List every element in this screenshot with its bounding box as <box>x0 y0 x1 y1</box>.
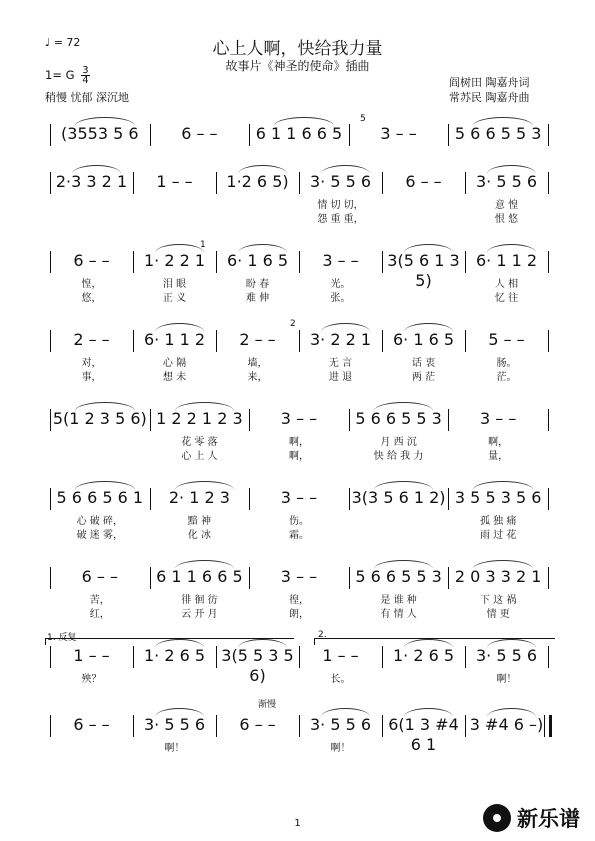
barline <box>465 172 466 194</box>
measure: 2·3 3 2 1 <box>55 172 128 191</box>
lyric-text <box>382 214 465 226</box>
music-credit: 常苏民 陶嘉舟曲 <box>449 91 530 104</box>
barline <box>349 409 350 431</box>
lyric-text <box>382 279 465 291</box>
measure: 3 5 5 3 5 6 <box>454 488 542 507</box>
barline <box>382 251 383 273</box>
measure: (3553 5 6 <box>61 124 139 143</box>
lyric-text: 张。 <box>330 293 351 304</box>
lyric-text <box>50 451 150 463</box>
measure: 3 – – <box>280 488 318 507</box>
lyric-text: 墙， <box>247 358 268 369</box>
barline <box>50 567 51 589</box>
lyric-text <box>465 743 548 755</box>
quarter-note-icon: ♩ <box>45 36 51 49</box>
slur <box>374 560 434 569</box>
lyric-text: 红， <box>89 609 110 620</box>
barline <box>216 715 217 737</box>
lyric-text: 徘 徊 彷 <box>181 595 218 606</box>
measure: 5 6 6 5 5 3 <box>355 409 442 428</box>
lyrics-row-2 <box>50 372 548 384</box>
volta-2-bracket <box>314 638 555 645</box>
lyrics-credit: 阎树田 陶嘉舟词 <box>449 76 530 89</box>
lyric-text: 惶， <box>81 279 102 290</box>
slur <box>175 402 235 411</box>
lyric-text: 正 义 <box>162 293 187 304</box>
lyric-text: 肠。 <box>496 358 517 369</box>
lyric-text: 来， <box>247 372 268 383</box>
measure: 5 6 6 5 6 1 <box>56 488 144 507</box>
slur <box>487 244 537 253</box>
barline <box>150 567 151 589</box>
lyric-text <box>50 200 133 212</box>
lyric-text: 徨， <box>288 595 309 606</box>
measure: 1· 2 6 5 <box>143 646 206 665</box>
measure: 1 – – <box>73 646 110 665</box>
lyric-text: 人 相 <box>494 279 519 290</box>
barline <box>448 567 449 589</box>
slur <box>155 323 205 332</box>
slur <box>238 165 288 174</box>
barline <box>465 646 466 668</box>
notes-row <box>50 567 548 587</box>
barline <box>448 409 449 431</box>
barline <box>465 715 466 737</box>
barline <box>299 715 300 737</box>
site-logo <box>483 803 580 833</box>
lyric-text: 啊！ <box>496 674 517 685</box>
slur <box>321 708 371 717</box>
lyric-text: 苦， <box>89 595 110 606</box>
lyric-text: 下 这 祸 <box>479 595 517 606</box>
time-signature: $\frac{3}{4}$ <box>82 65 89 86</box>
vinyl-disc-icon <box>483 804 511 832</box>
lyric-text <box>382 293 465 305</box>
slur <box>374 402 434 411</box>
measure: 3 – – <box>479 409 517 428</box>
barline <box>50 251 51 273</box>
lyric-text: 黯 神 <box>187 516 211 527</box>
page-subtitle: 故事片《神圣的使命》插曲 <box>225 59 370 73</box>
measure: 6 – – <box>181 124 218 143</box>
lyrics-row-2 <box>50 609 548 621</box>
slur <box>75 117 135 126</box>
lyrics-row-2 <box>50 214 548 226</box>
lyric-text: 光。 <box>330 279 351 290</box>
measure: 1 – – <box>156 172 193 191</box>
barline <box>216 330 217 352</box>
barline <box>216 172 217 194</box>
lyrics-row-1 <box>50 279 548 291</box>
lyric-text <box>382 743 465 755</box>
lyric-text <box>216 674 299 686</box>
measure: 6· 1 6 5 <box>226 251 289 270</box>
measure: 5 6 6 5 5 3 <box>454 124 542 143</box>
lyric-text: 花 零 落 <box>181 437 218 448</box>
barline <box>548 251 549 273</box>
page-number: 1 <box>294 818 301 829</box>
barline <box>299 172 300 194</box>
lyric-text <box>382 674 465 686</box>
measure: 1· 2 6 5 <box>392 646 455 665</box>
barline <box>299 251 300 273</box>
barline <box>50 172 51 194</box>
barline <box>133 172 134 194</box>
lyric-text: 怨 重 重， <box>317 214 364 225</box>
barline <box>465 330 466 352</box>
lyric-text: 啊！ <box>164 743 185 754</box>
slur <box>374 481 434 490</box>
slur <box>155 708 205 717</box>
slur <box>473 560 533 569</box>
measure: 1 – – <box>322 646 359 665</box>
slur <box>473 117 533 126</box>
fingering-1: 1 <box>200 240 206 250</box>
barline <box>448 124 449 146</box>
lyric-text: 恨 悠 <box>494 214 519 225</box>
barline <box>133 330 134 352</box>
lyric-text: 是 谁 种 <box>380 595 417 606</box>
barline <box>448 488 449 510</box>
lyric-text: 想 未 <box>162 372 187 383</box>
lyric-text <box>216 200 299 212</box>
lyrics-row-2 <box>50 530 548 542</box>
volta-2-label: 2. <box>318 630 327 640</box>
barline <box>216 646 217 668</box>
slur <box>404 708 454 717</box>
measure: 6(1 3 #4 6 1 <box>388 715 459 754</box>
barline <box>548 330 549 352</box>
lyrics-row-1 <box>50 595 548 607</box>
barline <box>249 488 250 510</box>
measure: 3 #4 6 –) <box>469 715 544 734</box>
measure: 6 – – <box>73 715 110 734</box>
barline <box>50 646 51 668</box>
slur <box>274 117 334 126</box>
slur <box>487 165 537 174</box>
lyric-text: 月 西 沉 <box>380 437 417 448</box>
lyric-text <box>50 214 133 226</box>
lyric-text: 茫。 <box>496 372 517 383</box>
expression-text: 稍慢 忧郁 深沉地 <box>45 91 129 104</box>
logo-text: 新乐谱 <box>517 807 580 831</box>
slur <box>321 323 371 332</box>
lyric-text: 快 给 我 力 <box>373 451 424 462</box>
lyric-text: 心 隔 <box>162 358 187 369</box>
measure: 6 – – <box>239 715 276 734</box>
slur <box>404 244 454 253</box>
measure: 5 – – <box>488 330 525 349</box>
lyric-text: 有 情 人 <box>380 609 417 620</box>
lyric-text: 进 退 <box>328 372 353 383</box>
lyric-text: 孤 独 痛 <box>479 516 517 527</box>
fingering-5: 5 <box>360 114 366 124</box>
measure: 3 – – <box>322 251 359 270</box>
slur <box>238 244 288 253</box>
barline <box>465 251 466 273</box>
barline <box>548 488 549 510</box>
lyrics-row-1 <box>50 516 548 528</box>
measure: 3 – – <box>280 567 318 586</box>
barline <box>50 409 51 431</box>
barline <box>133 646 134 668</box>
slur <box>175 481 235 490</box>
lyrics-row-1 <box>50 358 548 370</box>
lyric-text: 泪 眼 <box>162 279 187 290</box>
barline <box>349 567 350 589</box>
barline <box>50 715 51 737</box>
slur <box>155 244 205 253</box>
lyrics-row-1 <box>50 200 548 212</box>
measure: 1· 2 2 1 <box>143 251 206 270</box>
barline <box>382 330 383 352</box>
lyric-text: 长。 <box>330 674 351 685</box>
barline <box>133 715 134 737</box>
barline <box>50 330 51 352</box>
lyric-text <box>133 214 216 226</box>
measure: 6 – – <box>405 172 442 191</box>
measure: 6 – – <box>81 567 118 586</box>
lyric-text: 啊， <box>288 451 309 462</box>
measure: 3· 5 5 6 <box>309 172 372 191</box>
lyric-text: 意 惶 <box>494 200 519 211</box>
barline <box>349 124 350 146</box>
lyric-text <box>349 530 449 542</box>
barline <box>548 409 549 431</box>
lyric-text: 话 衷 <box>411 358 436 369</box>
notes-row <box>50 488 548 508</box>
slur <box>175 560 235 569</box>
lyric-text <box>133 674 216 686</box>
measure: 3· 5 5 6 <box>475 646 538 665</box>
measure: 5 6 6 5 5 3 <box>355 567 442 586</box>
lyric-text: 两 茫 <box>411 372 436 383</box>
lyric-text <box>382 200 465 212</box>
measure: 1 2 2 1 2 3 <box>156 409 243 428</box>
lyric-text <box>216 743 299 755</box>
barline <box>548 567 549 589</box>
measure: 3· 5 5 6 <box>309 715 372 734</box>
measure: 6 – – <box>73 251 110 270</box>
volta-1-bracket <box>45 638 294 645</box>
slur <box>321 165 371 174</box>
barline <box>216 251 217 273</box>
volta-1-label: 1. 反复 <box>47 633 77 643</box>
lyrics-row-1 <box>50 437 548 449</box>
lyrics-row-2 <box>50 293 548 305</box>
page-title: 心上人啊，快给我力量 <box>212 39 383 59</box>
barline <box>548 124 549 146</box>
barline <box>50 124 51 146</box>
barline <box>548 172 549 194</box>
barline <box>249 409 250 431</box>
barline <box>382 715 383 737</box>
final-barline <box>544 715 552 737</box>
notes-row <box>50 409 548 429</box>
lyric-text: 情 更 <box>486 609 510 620</box>
barline <box>382 646 383 668</box>
barline <box>349 488 350 510</box>
lyrics-row-2 <box>50 451 548 463</box>
lyric-text: 对， <box>81 358 102 369</box>
lyric-text: 量， <box>488 451 509 462</box>
lyric-text <box>349 516 449 528</box>
slur <box>487 708 537 717</box>
barline <box>299 330 300 352</box>
barline <box>133 251 134 273</box>
lyric-text: 霜。 <box>288 530 309 541</box>
key-signature: 1= G $\frac{3}{4}$ <box>45 65 89 86</box>
lyric-text: 啊！ <box>330 743 351 754</box>
lyric-text: 雨 过 花 <box>479 530 517 541</box>
lyric-text: 忆 往 <box>494 293 519 304</box>
lyric-text <box>133 200 216 212</box>
measure: 3 – – <box>280 409 318 428</box>
lyric-text: 悠， <box>81 293 102 304</box>
tempo-marking: ♩ = 72 <box>45 36 81 49</box>
slur <box>72 165 122 174</box>
lyric-text: 心 破 碎， <box>76 516 123 527</box>
measure: 2 – – <box>239 330 276 349</box>
lyric-text: 事， <box>81 372 102 383</box>
measure: 6· 1 1 2 <box>475 251 538 270</box>
measure: 2 0 3 3 2 1 <box>454 567 542 586</box>
barline <box>299 646 300 668</box>
measure: 2· 1 2 3 <box>168 488 230 507</box>
lyric-text: 啊， <box>288 437 309 448</box>
barline <box>249 124 250 146</box>
measure: 3(5 6 1 3 5) <box>387 251 460 290</box>
measure: 3· 2 2 1 <box>309 330 372 349</box>
lyric-text: 伤。 <box>288 516 309 527</box>
measure: 6· 1 1 2 <box>143 330 206 349</box>
lyric-text: 无 言 <box>328 358 353 369</box>
lyric-text <box>50 743 133 755</box>
measure: 6 1 1 6 6 5 <box>255 124 343 143</box>
lyric-text <box>50 437 150 449</box>
barline <box>50 488 51 510</box>
measure: 3(5 5 3 5 6) <box>221 646 294 685</box>
notes-row <box>50 124 548 144</box>
measure: 3· 5 5 6 <box>143 715 206 734</box>
measure: 3· 5 5 6 <box>475 172 538 191</box>
barline <box>382 172 383 194</box>
lyric-text: 化 冰 <box>187 530 211 541</box>
barline <box>150 409 151 431</box>
lyric-text: 云 开 月 <box>181 609 218 620</box>
lyrics-row-1 <box>50 743 548 755</box>
lyric-text: 啊， <box>488 437 509 448</box>
barline <box>249 567 250 589</box>
measure: 5(1 2 3 5 6) <box>52 409 147 428</box>
barline <box>150 124 151 146</box>
measure: 2 – – <box>73 330 110 349</box>
barline <box>548 646 549 668</box>
lyrics-row-1 <box>50 674 548 686</box>
slur <box>75 402 135 411</box>
lyric-text: 情 切 切， <box>317 200 364 211</box>
lyric-text: 朗， <box>288 609 309 620</box>
measure: 3 – – <box>380 124 417 143</box>
lyric-text: 心 上 人 <box>181 451 218 462</box>
slur <box>473 481 533 490</box>
fingering-2: 2 <box>290 319 296 329</box>
measure: 3(3 5 6 1 2) <box>351 488 446 507</box>
lyric-text: 难 伸 <box>245 293 270 304</box>
lyric-text: 盼 春 <box>245 279 270 290</box>
measure: 1·2 6 5) <box>226 172 289 191</box>
measure: 6· 1 6 5 <box>392 330 455 349</box>
slur <box>75 481 135 490</box>
barline <box>150 488 151 510</box>
ritardando-marking: 渐慢 <box>258 700 277 710</box>
lyric-text: 破 迷 雾， <box>76 530 123 541</box>
lyric-text <box>216 214 299 226</box>
measure: 6 1 1 6 6 5 <box>156 567 243 586</box>
slur <box>404 323 454 332</box>
lyric-text: 殃？ <box>81 674 102 685</box>
